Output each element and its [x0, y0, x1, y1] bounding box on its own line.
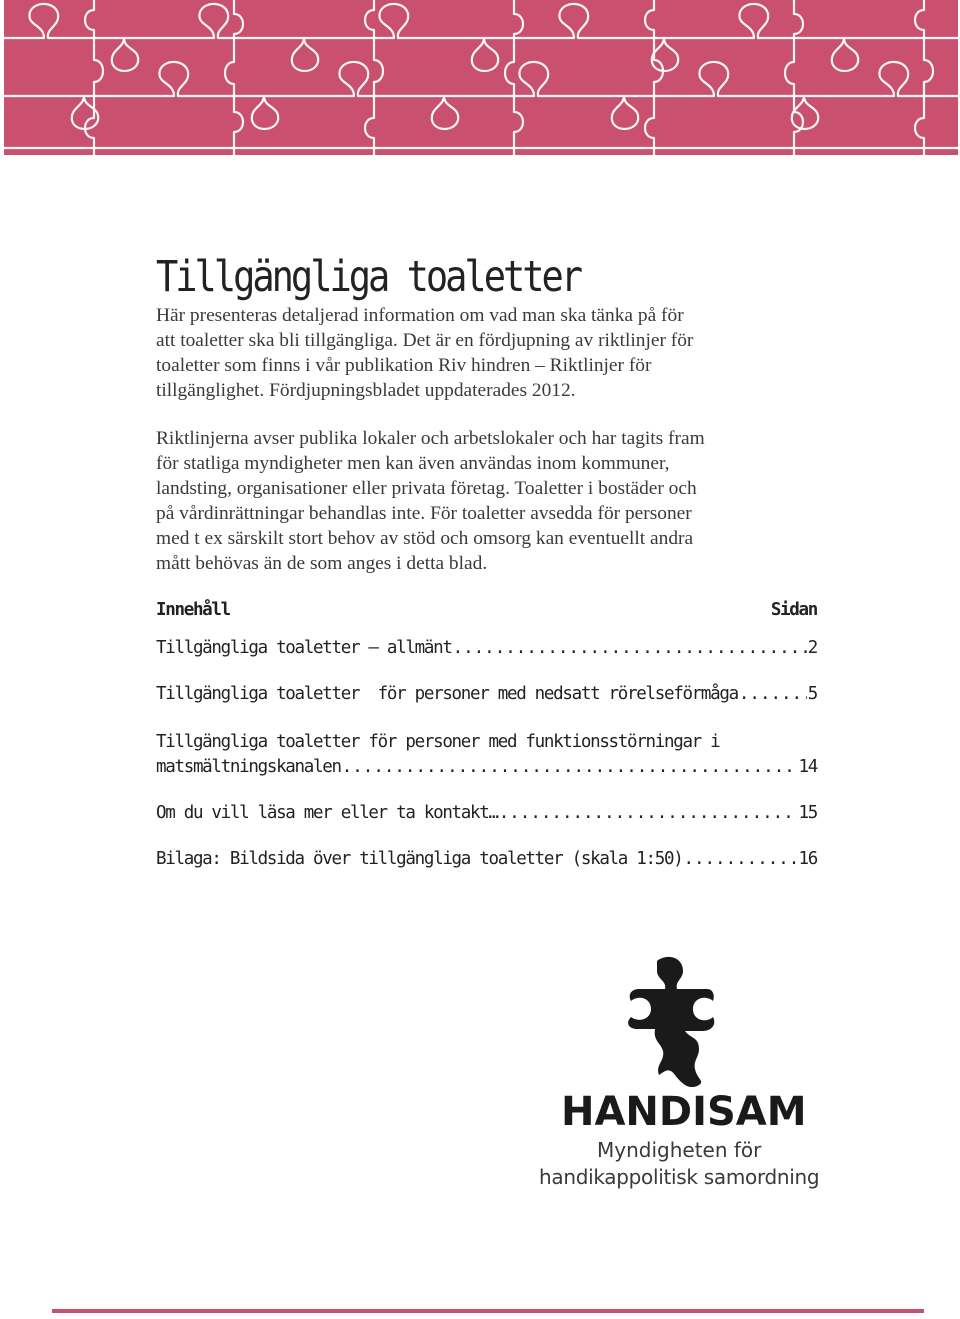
toc-leader: [499, 801, 798, 826]
toc-heading: Innehåll: [156, 600, 230, 620]
body-line: på vårdinrättningar behandlas inte. För toaletter avsedda för personer: [156, 503, 692, 524]
intro-line: Här presenteras detaljerad information om vad man ska tänka på för: [156, 305, 684, 326]
body-line: för statliga myndigheter men kan även användas inom kommuner,: [156, 453, 670, 474]
toc-entry[interactable]: [156, 730, 817, 780]
toc-leader: [739, 682, 807, 707]
toc-entry-title: matsmältningskanalen: [156, 757, 341, 777]
logo-name: HANDISAM: [561, 1089, 807, 1135]
intro-paragraph: [156, 303, 836, 403]
toc-entry-page: 5: [807, 684, 817, 704]
toc-entry[interactable]: [156, 636, 817, 661]
toc-entry-title: Tillgängliga toaletter – allmänt: [156, 638, 452, 658]
footer-divider: [52, 1309, 924, 1313]
toc-entry-page: 16: [798, 849, 817, 869]
toc-entry[interactable]: [156, 682, 817, 707]
toc-entry-title-line1: Tillgängliga toaletter för personer med funktionsstörningar i: [156, 732, 720, 752]
logo-tagline: Myndigheten för: [597, 1138, 762, 1162]
toc-entry-title: Tillgängliga toaletter för personer med nedsatt rörelseförmåga: [156, 684, 738, 704]
toc-entry-title: Bilaga: Bildsida över tillgängliga toaletter (skala 1:50): [156, 849, 683, 869]
toc-header: [156, 600, 817, 626]
puzzle-banner: [4, 0, 958, 155]
body-line: med t ex särskilt stort behov av stöd och omsorg kan eventuellt andra: [156, 528, 694, 549]
toc-entry-title: Om du vill läsa mer eller ta kontakt…: [156, 803, 498, 823]
puzzle-piece-icon: [619, 955, 729, 1087]
toc-page-heading: Sidan: [770, 600, 817, 620]
handisam-logo: [535, 955, 825, 1195]
toc-entry-page: 15: [798, 803, 817, 823]
logo-tagline: handikappolitisk samordning: [539, 1165, 820, 1189]
intro-line: att toaletter ska bli tillgängliga. Det är en fördjupning av riktlinjer för: [156, 330, 694, 351]
toc-entry-page: 14: [798, 757, 817, 777]
intro-line: tillgänglighet. Fördjupningsbladet uppdaterades 2012.: [156, 380, 576, 401]
toc-entry[interactable]: [156, 801, 817, 826]
body-line: landsting, organisationer eller privata företag. Toaletter i bostäder och: [156, 478, 697, 499]
page-title: Tillgängliga toaletter: [156, 252, 581, 302]
toc-leader: [683, 847, 797, 872]
intro-line: toaletter som finns i vår publikation Riv hindren – Riktlinjer för: [156, 355, 652, 376]
body-line: Riktlinjerna avser publika lokaler och arbetslokaler och har tagits fram: [156, 428, 705, 449]
toc-leader: [342, 755, 798, 780]
puzzle-pattern-icon: [4, 0, 958, 155]
body-paragraph: [156, 426, 836, 576]
body-line: mått behövas än de som anges i detta blad.: [156, 553, 488, 574]
toc-entry[interactable]: [156, 847, 817, 872]
toc-entry-page: 2: [807, 638, 817, 658]
toc-leader: [453, 636, 807, 661]
